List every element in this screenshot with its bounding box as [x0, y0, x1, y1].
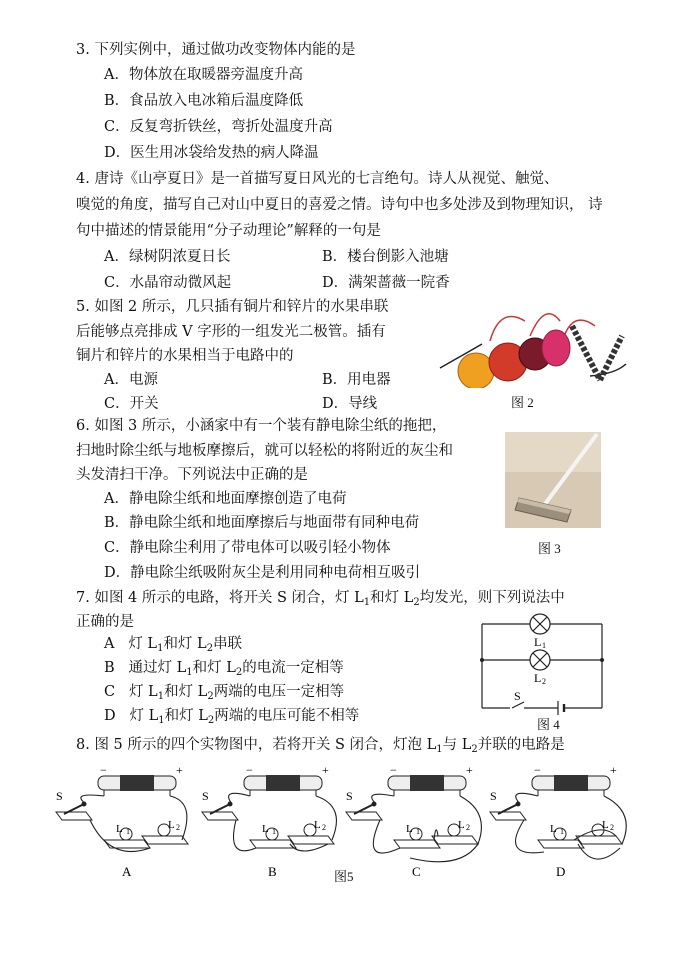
- panel-letter: B: [268, 864, 277, 879]
- q6-option-b: B．静电除尘纸和地面摩擦后与地面带有同种电荷: [104, 515, 420, 531]
- plus-terminal-label: +: [322, 763, 329, 777]
- option-letter: A: [104, 636, 115, 652]
- l2-label: L: [534, 671, 542, 685]
- plus-terminal-label: +: [466, 763, 473, 777]
- option-text: 和灯 L: [192, 660, 236, 676]
- l1-sub: 1: [560, 827, 564, 836]
- q5-option-d: D．导线: [322, 396, 378, 412]
- q4-stem-line3: 句中描述的情景能用“分子动理论”解释的一句是: [76, 223, 381, 239]
- option-letter: D: [104, 708, 116, 724]
- l2-label: L: [458, 819, 465, 831]
- q4-option-c: C．水晶帘动微风起: [104, 275, 232, 291]
- l1-sub: 1: [416, 827, 420, 836]
- q5-option-a: A．电源: [104, 372, 158, 388]
- switch-label: S: [202, 789, 209, 803]
- sub-1: 1: [157, 643, 164, 654]
- option-text: 灯 L: [129, 708, 159, 724]
- plus-terminal-label: +: [176, 763, 183, 777]
- l1-label: L: [406, 823, 413, 835]
- q3-stem: 3. 下列实例中，通过做功改变物体内能的是: [76, 42, 356, 58]
- l1-sub: 1: [126, 827, 130, 836]
- fruit-battery-figure: [430, 296, 630, 388]
- circuit-panel-b: [202, 763, 336, 879]
- option-text: 和灯 L: [164, 684, 208, 700]
- switch-label: S: [346, 789, 353, 803]
- l1-label: L: [534, 635, 542, 649]
- q7-stem-part-c: 均发光，则下列说法中: [419, 590, 565, 606]
- q5-option-c: C．开关: [104, 396, 159, 412]
- l2-sub: 2: [176, 823, 180, 832]
- q4-option-d: D．满架蔷薇一院香: [322, 275, 450, 291]
- figure-4-caption: 图 4: [537, 717, 560, 732]
- q3-option-c: C．反复弯折铁丝，弯折处温度升高: [104, 119, 333, 135]
- q7-option-c: [104, 682, 344, 702]
- option-letter: B: [104, 660, 115, 676]
- q4-option-a: A．绿树阴浓夏日长: [104, 249, 231, 265]
- l2-label: L: [602, 819, 609, 831]
- q6-stem-line1: 6. 如图 3 所示，小涵家中有一个装有静电除尘纸的拖把，: [76, 418, 447, 434]
- q5-stem-line2: 后能够点亮排成 V 字形的一组发光二极管。插有: [76, 324, 386, 340]
- q8-stem-part-c: 并联的电路是: [477, 737, 565, 753]
- minus-terminal-label: −: [390, 763, 397, 777]
- q7-stem-part-b: 和灯 L: [370, 590, 414, 606]
- q5-stem-line1: 5. 如图 2 所示，几只插有铜片和锌片的水果串联: [76, 299, 389, 315]
- panel-letter: C: [412, 864, 421, 879]
- q7-stem-line1: [76, 588, 565, 608]
- l1-sub: 1: [272, 827, 276, 836]
- option-text: 通过灯 L: [128, 660, 187, 676]
- l1-label: L: [116, 823, 123, 835]
- q6-stem-line2: 扫地时除尘纸与地板摩擦后，就可以轻松的将附近的灰尘和: [76, 443, 453, 459]
- q8-stem: [76, 735, 565, 755]
- circuit-wires: [372, 794, 482, 862]
- parallel-circuit-diagram: [478, 612, 608, 716]
- figure-5-caption: 图5: [334, 869, 354, 884]
- q6-stem-line3: 头发清扫干净。下列说法中正确的是: [76, 467, 308, 483]
- l2-sub: 2: [322, 823, 326, 832]
- l1-label: L: [550, 823, 557, 835]
- switch-label: S: [56, 789, 63, 803]
- minus-terminal-label: −: [100, 763, 107, 777]
- q4-stem-line1: 4. 唐诗《山亭夏日》是一首描写夏日风光的七言绝句。诗人从视觉、触觉、: [76, 171, 559, 187]
- l1-sub: 1: [542, 641, 546, 650]
- panel-letter: A: [122, 864, 132, 879]
- q8-sub-1: 1: [436, 744, 443, 755]
- l2-label: L: [314, 819, 321, 831]
- q6-option-a: A．静电除尘纸和地面摩擦创造了电荷: [104, 491, 347, 507]
- sub-1: 1: [157, 691, 165, 702]
- l2-sub: 2: [542, 677, 546, 686]
- q6-option-c: C．静电除尘利用了带电体可以吸引轻小物体: [104, 540, 391, 556]
- switch-label: S: [490, 789, 497, 803]
- q8-stem-part-b: 与 L: [442, 737, 472, 753]
- mop-photo-figure: [505, 432, 601, 528]
- q3-option-d: D．医生用冰袋给发热的病人降温: [104, 145, 319, 161]
- q4-stem-line2: 嗅觉的角度，描写自己对山中夏日的喜爱之情。诗句中也多处涉及到物理知识， 诗: [76, 197, 603, 213]
- option-text: 灯 L: [128, 684, 158, 700]
- q8-stem-part-a: 8. 图 5 所示的四个实物图中，若将开关 S 闭合，灯泡 L: [76, 737, 437, 753]
- option-text: 串联: [213, 636, 243, 652]
- sub-2: 2: [207, 715, 215, 726]
- sub-1: 1: [158, 715, 165, 726]
- plus-terminal-label: +: [610, 763, 617, 777]
- q7-sub-2: 2: [413, 597, 420, 608]
- q4-option-b: B．楼台倒影入池塘: [322, 249, 449, 265]
- q8-sub-2: 2: [471, 744, 478, 755]
- l2-sub: 2: [610, 823, 614, 832]
- q7-stem-line2: 正确的是: [76, 614, 134, 630]
- option-letter: C: [104, 684, 116, 700]
- sub-1: 1: [186, 667, 193, 678]
- figure-2-caption: 图 2: [511, 395, 534, 410]
- q7-option-a: [104, 634, 242, 654]
- q3-option-a: A．物体放在取暖器旁温度升高: [104, 67, 303, 83]
- minus-terminal-label: −: [246, 763, 253, 777]
- switch-label: S: [514, 689, 521, 703]
- l2-sub: 2: [466, 823, 470, 832]
- option-text: 灯 L: [128, 636, 158, 652]
- q6-option-d: D．静电除尘纸吸附灰尘是利用同种电荷相互吸引: [104, 565, 421, 581]
- q5-stem-line3: 铜片和锌片的水果相当于电路中的: [76, 348, 294, 364]
- l2-label: L: [168, 819, 175, 831]
- circuit-panel-c: [346, 763, 481, 879]
- circuit-panel-d: [490, 763, 626, 879]
- option-text: 两端的电压一定相等: [213, 684, 345, 700]
- option-text: 的电流一定相等: [242, 660, 344, 676]
- l1-label: L: [262, 823, 269, 835]
- option-text: 和灯 L: [163, 636, 207, 652]
- q7-stem-part-a: 7. 如图 4 所示的电路，将开关 S 闭合，灯 L: [76, 590, 364, 606]
- q3-option-b: B．食品放入电冰箱后温度降低: [104, 93, 304, 109]
- q7-option-b: [104, 658, 344, 678]
- option-text: 两端的电压可能不相等: [214, 708, 360, 724]
- sub-2: 2: [206, 643, 214, 654]
- figure-3-caption: 图 3: [538, 541, 561, 556]
- panel-letter: D: [556, 864, 566, 879]
- q7-sub-1: 1: [363, 597, 371, 608]
- option-text: 和灯 L: [164, 708, 208, 724]
- sub-2: 2: [207, 691, 214, 702]
- q7-option-d: [104, 706, 359, 726]
- minus-terminal-label: −: [534, 763, 541, 777]
- q5-option-b: B．用电器: [322, 372, 391, 388]
- circuit-panel-a: [56, 763, 188, 879]
- sub-2: 2: [235, 667, 243, 678]
